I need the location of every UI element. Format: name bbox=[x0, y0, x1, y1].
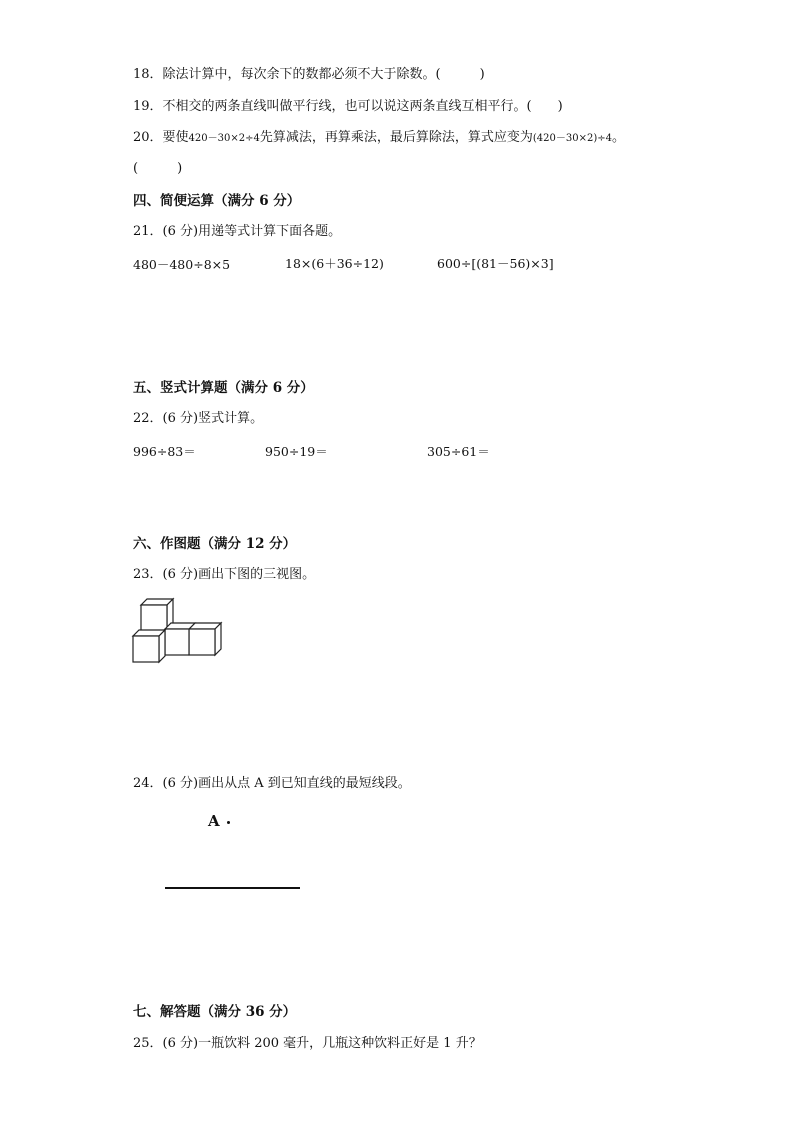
cube-right bbox=[189, 623, 221, 655]
q20-prefix: 20．要使 bbox=[133, 130, 189, 145]
point-a bbox=[208, 812, 230, 830]
cube-figure bbox=[130, 596, 226, 668]
q22-expression-3: 305÷61＝ bbox=[427, 444, 490, 459]
cube-bottom-left bbox=[133, 630, 165, 662]
section-5-title: 五、竖式计算题（满分 6 分） bbox=[133, 380, 314, 396]
q22-expression-2: 950÷19＝ bbox=[265, 444, 328, 459]
q21-expression-3: 600÷[(81－56)×3] bbox=[437, 256, 554, 271]
point-dot bbox=[227, 821, 230, 824]
section-7-title: 七、解答题（满分 36 分） bbox=[133, 1004, 297, 1020]
question-21: 21．(6 分)用递等式计算下面各题。 bbox=[133, 224, 342, 239]
q22-expression-1: 996÷83＝ bbox=[133, 444, 196, 459]
question-22: 22．(6 分)竖式计算。 bbox=[133, 411, 264, 426]
q20-expression: 420－30×2÷4 bbox=[188, 133, 260, 144]
given-line bbox=[165, 887, 300, 889]
section-6-title: 六、作图题（满分 12 分） bbox=[133, 536, 297, 552]
q21-expression-2: 18×(6＋36÷12) bbox=[285, 256, 384, 271]
q21-expression-1: 480－480÷8×5 bbox=[133, 257, 231, 272]
question-20 bbox=[133, 129, 625, 148]
section-4-title: 四、简便运算（满分 6 分） bbox=[133, 193, 301, 209]
q20-suffix: 。 bbox=[611, 130, 625, 145]
question-25: 25．(6 分)一瓶饮料 200 毫升，几瓶这种饮料正好是 1 升？ bbox=[133, 1036, 482, 1051]
q20-answer-blank: ( ) bbox=[133, 161, 183, 176]
question-19: 19．不相交的两条直线叫做平行线，也可以说这两条直线互相平行。( ) bbox=[133, 99, 563, 114]
question-24: 24．(6 分)画出从点 A 到已知直线的最短线段。 bbox=[133, 776, 411, 791]
q20-middle: 先算减法，再算乘法，最后算除法，算式应变为 bbox=[259, 130, 533, 145]
point-a-label: A bbox=[208, 812, 220, 830]
question-18: 18．除法计算中，每次余下的数都必须不大于除数。( ) bbox=[133, 67, 485, 82]
question-23: 23．(6 分)画出下图的三视图。 bbox=[133, 567, 316, 582]
q20-target-expression: (420－30×2)÷4 bbox=[532, 133, 612, 144]
